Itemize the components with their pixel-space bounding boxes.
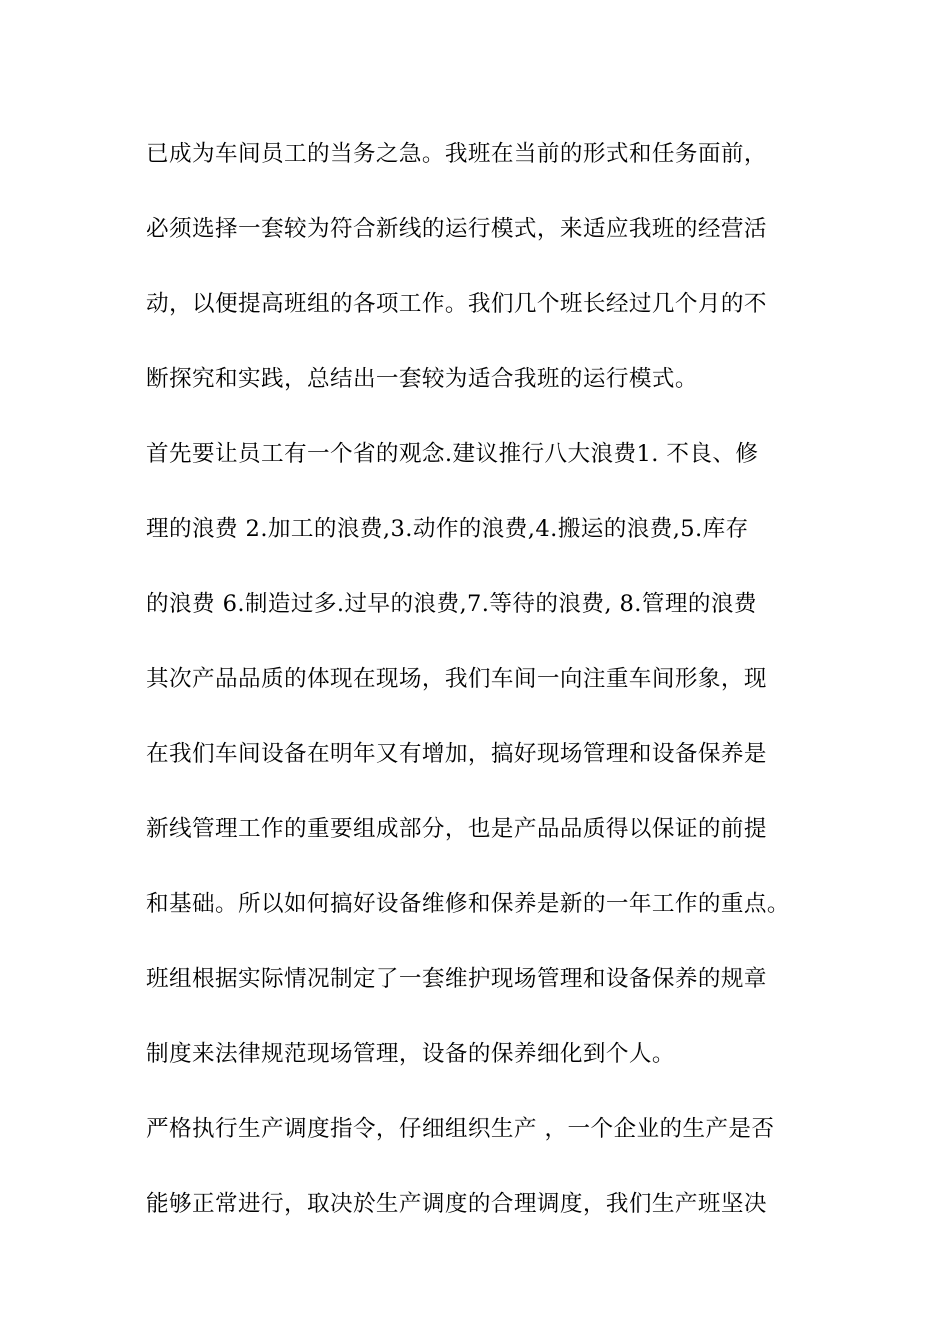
text-line: 制度来法律规范现场管理，设备的保养细化到个人。 xyxy=(146,1041,675,1067)
text-line: 在我们车间设备在明年又有增加，搞好现场管理和设备保养是 xyxy=(146,741,767,767)
text-line: 动，以便提高班组的各项工作。我们几个班长经过几个月的不 xyxy=(146,291,767,317)
text-line: 其次产品品质的体现在现场，我们车间一向注重车间形象，现 xyxy=(146,666,767,692)
text-line: 班组根据实际情况制定了一套维护现场管理和设备保养的规章 xyxy=(146,966,767,992)
text-line: 理的浪费 2.加工的浪费,3.动作的浪费,4.搬运的浪费,5.库存 xyxy=(146,516,749,542)
text-line: 新线管理工作的重要组成部分，也是产品品质得以保证的前提 xyxy=(146,816,767,842)
text-line: 和基础。所以如何搞好设备维修和保养是新的一年工作的重点。 xyxy=(146,891,790,917)
text-line: 严格执行生产调度指令，仔细组织生产 ，一个企业的生产是否 xyxy=(146,1116,775,1142)
text-line: 已成为车间员工的当务之急。我班在当前的形式和任务面前， xyxy=(146,141,767,167)
body-text xyxy=(146,130,836,1255)
text-line: 首先要让员工有一个省的观念.建议推行八大浪费1. 不良、修 xyxy=(146,441,759,467)
text-line: 必须选择一套较为符合新线的运行模式，来适应我班的经营活 xyxy=(146,216,767,242)
text-line: 能够正常进行，取决於生产调度的合理调度，我们生产班坚决 xyxy=(146,1191,767,1217)
text-line: 的浪费 6.制造过多.过早的浪费,7.等待的浪费, 8.管理的浪费 xyxy=(146,591,757,617)
text-line: 断探究和实践，总结出一套较为适合我班的运行模式。 xyxy=(146,366,698,392)
